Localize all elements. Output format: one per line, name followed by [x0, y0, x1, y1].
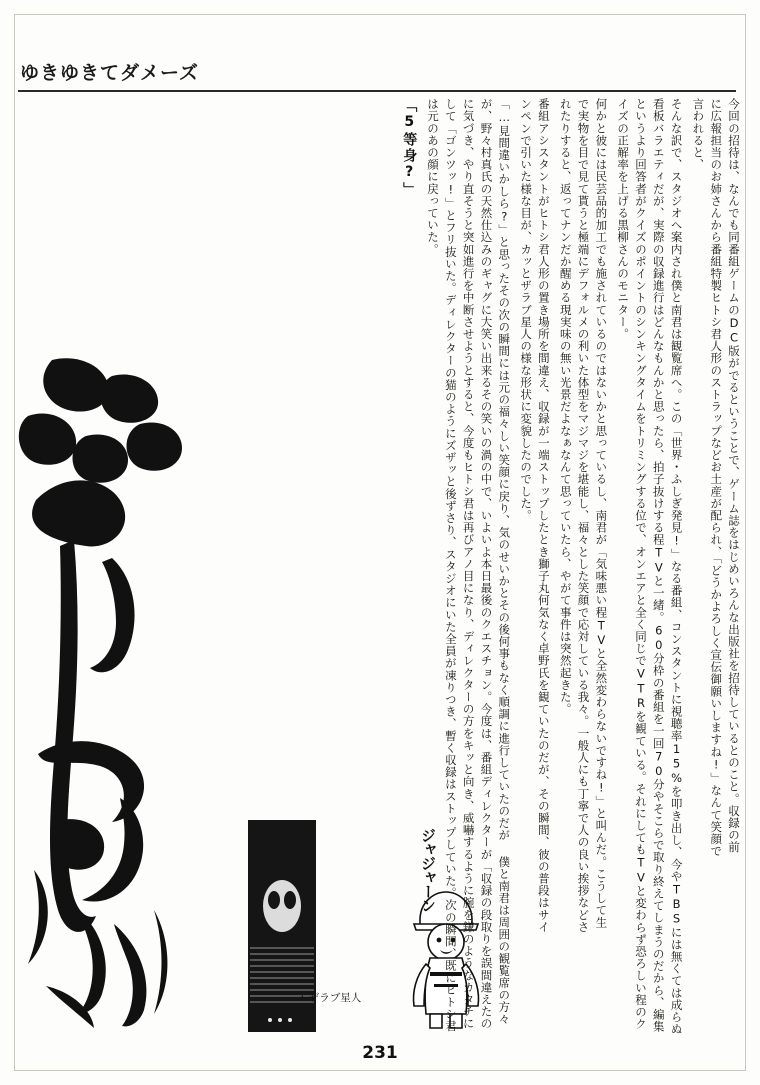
page-number: 231 — [362, 1043, 398, 1063]
text-column-5: 「…見間違いかしら?」と思ったその次の瞬間には元の福々しい笑顔に戻り、気のせいかとその後何事もなく順調に進行していたのだが 僕と南君は周囲の観覧席の方々が、野々村真氏の天然仕込みのギャグに大笑い出来るその笑いの渦の中で、いよいよ本日最後のクエスチョン。今度は、番組ディレクターが「収録の段取りを誤間違えたのに気づき、やり直そうと突如進行を中断させようとすると、今度もヒトシ君は再びアノ目になり、ディレクターの方をキッと向き、威嚇するように腕を鎌のようなカタチにして「ゴンツッ!」とフリ抜いた。ディレクターの猫のようにズザッと後ずさり、スタジオにいた全員が凍りつき、暫く収録はストップしていた。次の瞬間、既にヒトシ君は元のあの顔に戻っていた。 — [426, 98, 512, 1033]
photo-caption: ←ザラブ星人 — [300, 992, 362, 1004]
article-body — [389, 98, 742, 1038]
section-heading: 「5等身?」 — [401, 98, 418, 198]
text-column-2: そんな訳で、スタジオへ案内され僕と南君は観覧席へ。この「世界・ふしぎ発見!」なる番組、コンスタントに視聴率15%を叩き出し、今やTBSには無くては成らぬ看板バラエティだが、実際の収録進行はどんなもんかと思ったら、拍子抜けする程TVと一緒。60分枠の番組を一回70分やそこらで取り終えてしまうのだから、編集というより回答者がクイズのポイントのシンキングタイムをトリミングする位で、オンエアと全く同じでVTRを観ている。それにしてもTVと変わらず恐ろしい程のクイズの正解率を上げる黒柳さんのモニター。 — [616, 98, 684, 1036]
text-column-1: 今回の招待は、なんでも同番組ゲームのDC版がでるということで、ゲーム誌をはじめいろんな出版社を招待しているとのこと。収録の前に広報担当のお姉さんから番組特製ヒトシ君人形のストラップなどお土産が配られ、「どうかよろしく宣伝御願いしますね!」なんて笑顔で言われると、 — [691, 98, 741, 858]
page-title: ゆきゆきてダメーズ — [20, 62, 200, 84]
text-column-4: 番組アシスタントがヒトシ君人形の置き場所を間違え、収録が一端ストップしたとき獅子丸何気なく卓野氏を観ていたのだが、その瞬間、彼の普段はサインペンで引いた様な目が、カッとザラブ星人の様な形状に変貌したのでした。 — [519, 98, 551, 933]
text-column-3: 何かと彼には民芸品的加工でも施されているのではないかと思っているし、南君が「気味悪い程TVと全然変わらないですね!」と叫んだ。こうして生で実物を目で見て貰うと極端にデフォルメの利いた体型をマジマジを堪能し、福々とした笑顔で応対している我々。一般人にも丁寧で人の良い挨拶などされたりすると、返ってナンだか醒める現実味の無い光景だよなぁなんて思っていたら、やがて事件は突然起きた。 — [558, 98, 609, 933]
sound-effect-text: ジャジャーン — [419, 828, 437, 912]
brush-calligraphy-artwork — [16, 350, 206, 1030]
header-divider — [18, 90, 736, 92]
